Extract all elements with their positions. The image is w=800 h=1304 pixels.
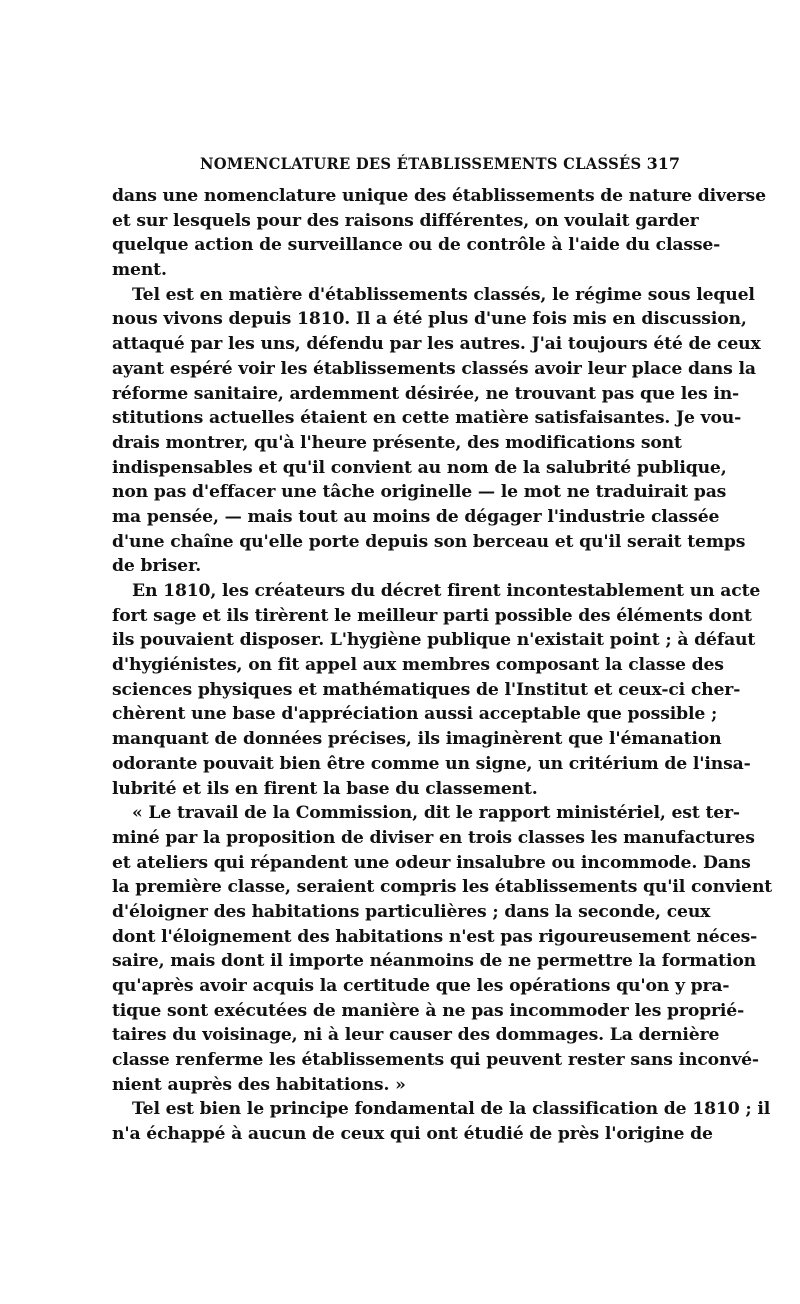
text-line: fort sage et ils tirèrent le meilleur parti possible des éléments dont	[112, 605, 752, 626]
text-line: stitutions actuelles étaient en cette matière satisfaisantes. Je vou-	[112, 408, 742, 429]
text-line: sciences physiques et mathématiques de l'Institut et ceux-ci cher-	[112, 679, 741, 700]
text-line: indispensables et qu'il convient au nom de la salubrité publique,	[112, 457, 727, 478]
text-line: qu'après avoir acquis la certitude que les opérations qu'on y pra-	[112, 976, 730, 996]
text-line: odorante pouvait bien être comme un signe, un critérium de l'insa-	[112, 753, 751, 774]
text-line: de briser.	[112, 556, 202, 577]
text-line: et ateliers qui répandent une odeur insalubre ou incommode. Dans	[112, 852, 751, 873]
text-line: ma pensée, — mais tout au moins de dégager l'industrie classée	[112, 506, 720, 527]
text-line: ils pouvaient disposer. L'hygiène publique n'existait point ; à défaut	[112, 630, 756, 651]
text-line: miné par la proposition de diviser en trois classes les manufactures	[112, 827, 755, 848]
paragraph-3	[112, 579, 761, 801]
page-number: 317	[646, 154, 680, 173]
paragraph-4-quotation	[112, 801, 773, 1097]
text-line: dans une nomenclature unique des établissements de nature diverse	[112, 186, 766, 206]
text-line: quelque action de surveillance ou de contrôle à l'aide du classe-	[112, 235, 721, 256]
text-line: chèrent une base d'appréciation aussi acceptable que possible ;	[112, 704, 718, 725]
text-line: saire, mais dont il importe néanmoins de ne permettre la formation	[112, 951, 757, 972]
paragraph-2	[112, 283, 761, 579]
text-line: nous vivons depuis 1810. Il a été plus d'une fois mis en discussion,	[112, 309, 747, 330]
text-line: drais montrer, qu'à l'heure présente, des modifications sont	[112, 432, 682, 453]
text-line: non pas d'effacer une tâche originelle — le mot ne traduirait pas	[112, 482, 727, 503]
text-line: dont l'éloignement des habitations n'est pas rigoureusement néces-	[112, 926, 758, 947]
text-line: et sur lesquels pour des raisons différentes, on voulait garder	[112, 210, 699, 231]
text-line: « Le travail de la Commission, dit le rapport ministériel, est ter-	[132, 803, 740, 824]
paragraph-1	[112, 184, 766, 283]
paragraph-5	[112, 1097, 771, 1146]
text-line: ment.	[112, 260, 167, 281]
text-line: d'éloigner des habitations particulières ; dans la seconde, ceux	[112, 901, 711, 922]
text-line: tique sont exécutées de manière à ne pas incommoder les proprié-	[112, 1000, 745, 1021]
text-line: manquant de données précises, ils imaginèrent que l'émanation	[112, 729, 722, 750]
book-page	[112, 146, 773, 1147]
text-line: classe renferme les établissements qui peuvent rester sans inconvé-	[112, 1050, 759, 1071]
text-line: réforme sanitaire, ardemment désirée, ne trouvant pas que les in-	[112, 383, 740, 404]
text-line: n'a échappé à aucun de ceux qui ont étudié de près l'origine de	[112, 1124, 713, 1145]
text-line: nient auprès des habitations. »	[112, 1074, 406, 1095]
text-line: Tel est en matière d'établissements classés, le régime sous lequel	[132, 284, 755, 305]
body-text	[112, 184, 773, 1147]
text-line: ayant espéré voir les établissements classés avoir leur place dans la	[112, 358, 756, 379]
text-line: lubrité et ils en firent la base du classement.	[112, 778, 538, 799]
chapter-running-title: NOMENCLATURE DES ÉTABLISSEMENTS CLASSÉS	[200, 154, 642, 173]
text-line: taires du voisinage, ni à leur causer des dommages. La dernière	[112, 1025, 720, 1046]
text-line: d'hygiénistes, on fit appel aux membres composant la classe des	[112, 655, 724, 676]
text-line: attaqué par les uns, défendu par les autres. J'ai toujours été de ceux	[112, 334, 761, 355]
text-line: En 1810, les créateurs du décret firent incontestablement un acte	[132, 581, 761, 601]
text-line: Tel est bien le principe fondamental de la classification de 1810 ; il	[132, 1099, 771, 1120]
running-head	[112, 146, 680, 180]
text-line: d'une chaîne qu'elle porte depuis son berceau et qu'il serait temps	[112, 531, 746, 552]
text-line: la première classe, seraient compris les établissements qu'il convient	[112, 877, 773, 898]
